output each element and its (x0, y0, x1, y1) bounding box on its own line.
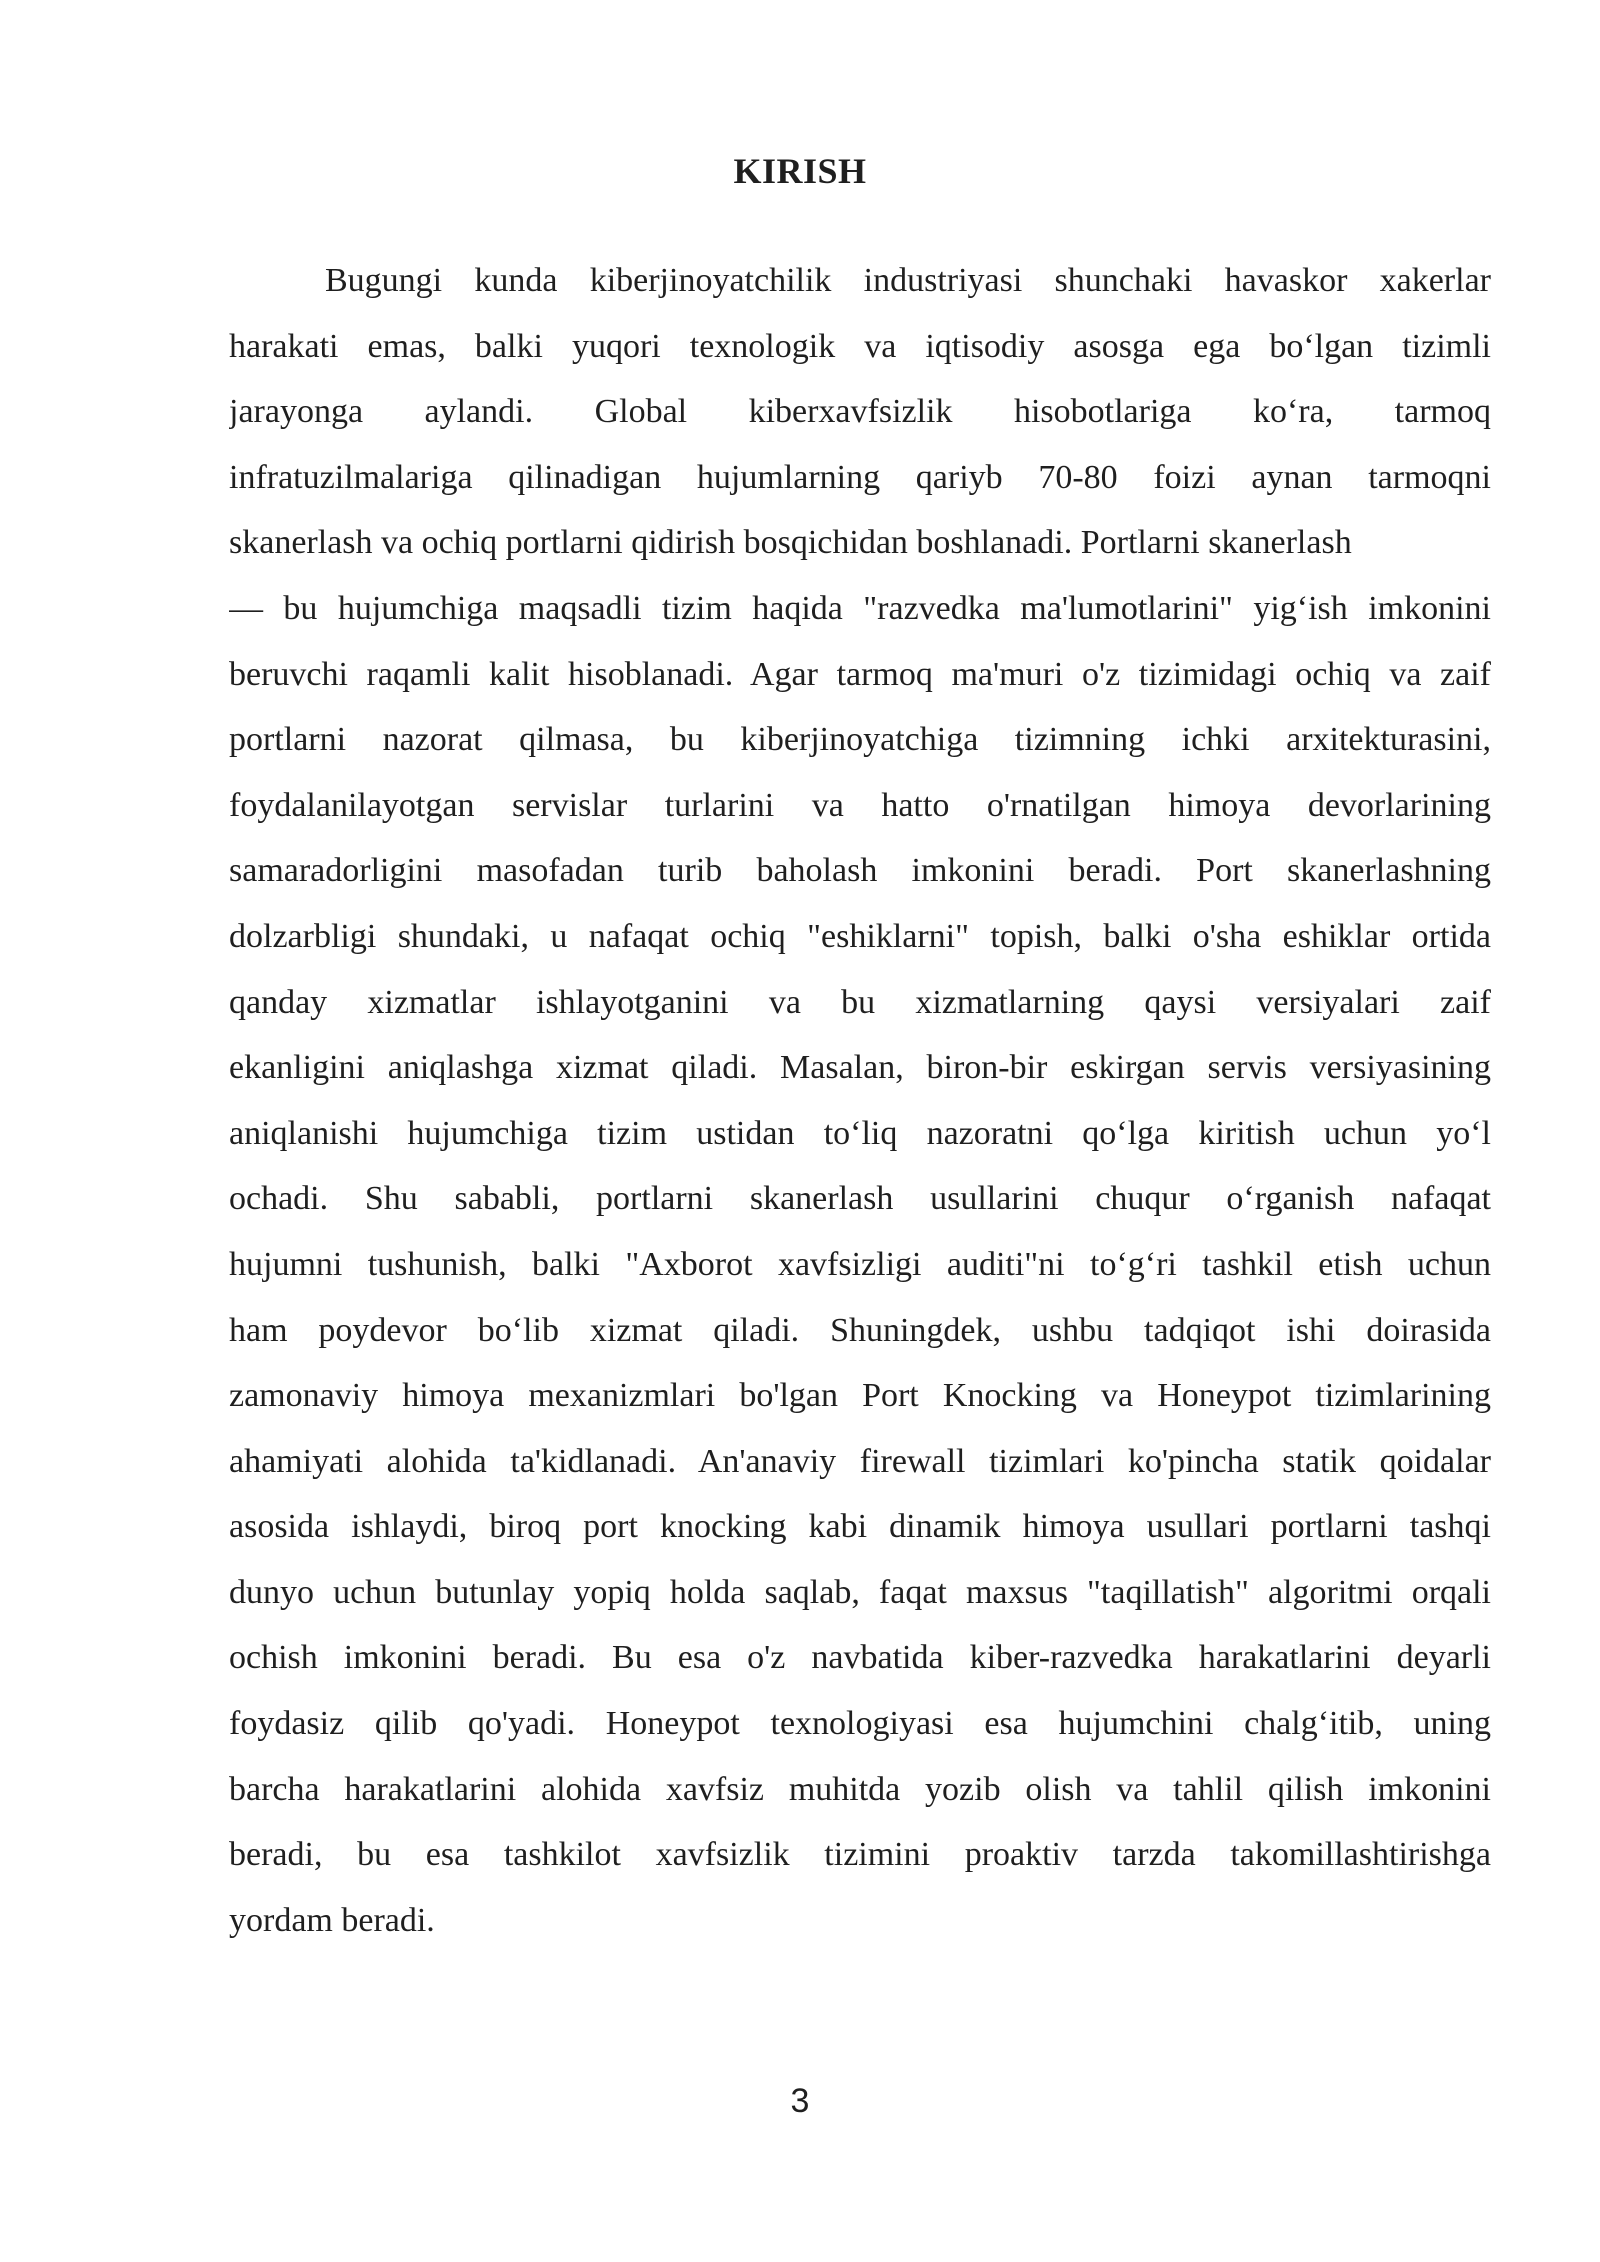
paragraph-line: hujumni tushunish, balki "Axborot xavfsizligi auditi"ni to‘g‘ri tashkil etish uchun (229, 1245, 1491, 1283)
paragraph-line: harakati emas, balki yuqori texnologik va iqtisodiy asosga ega bo‘lgan tizimli (229, 327, 1491, 365)
paragraph-line: beruvchi raqamli kalit hisoblanadi. Agar tarmoq ma'muri o'z tizimidagi ochiq va zaif (229, 655, 1491, 693)
page-number: 3 (790, 2082, 810, 2120)
paragraph-line: portlarni nazorat qilmasa, bu kiberjinoyatchiga tizimning ichki arxitekturasini, (229, 721, 1491, 759)
paragraph-line: Bugungi kunda kiberjinoyatchilik industriyasi shunchaki havaskor xakerlar (325, 262, 1491, 299)
paragraph-line: aniqlanishi hujumchiga tizim ustidan to‘liq nazoratni qo‘lga kiritish uchun yo‘l (229, 1114, 1491, 1152)
paragraph-line: yordam beradi. (229, 1901, 435, 1939)
body-paragraph (229, 248, 1491, 1953)
page-title: KIRISH (733, 151, 867, 191)
paragraph-line: ochish imkonini beradi. Bu esa o'z navbatida kiber-razvedka harakatlarini deyarli (229, 1639, 1491, 1677)
paragraph-line: samaradorligini masofadan turib baholash imkonini beradi. Port skanerlashning (229, 852, 1491, 890)
paragraph-line: asosida ishlaydi, biroq port knocking kabi dinamik himoya usullari portlarni tashqi (229, 1508, 1491, 1546)
paragraph-line: ahamiyati alohida ta'kidlanadi. An'anaviy firewall tizimlari ko'pincha statik qoidalar (229, 1442, 1491, 1480)
paragraph-line: dolzarbligi shundaki, u nafaqat ochiq "eshiklarni" topish, balki o'sha eshiklar ortida (229, 917, 1491, 955)
paragraph-line: ochadi. Shu sababli, portlarni skanerlash usullarini chuqur o‘rganish nafaqat (229, 1180, 1491, 1218)
paragraph-line: foydalanilayotgan servislar turlarini va hatto o'rnatilgan himoya devorlarining (229, 786, 1491, 824)
paragraph-line: infratuzilmalariga qilinadigan hujumlarning qariyb 70-80 foizi aynan tarmoqni (229, 458, 1491, 496)
paragraph-line: ekanligini aniqlashga xizmat qiladi. Masalan, biron-bir eskirgan servis versiyasining (229, 1049, 1491, 1087)
paragraph-line: beradi, bu esa tashkilot xavfsizlik tizimini proaktiv tarzda takomillashtirishga (229, 1836, 1491, 1874)
paragraph-line: dunyo uchun butunlay yopiq holda saqlab, faqat maxsus "taqillatish" algoritmi orqali (229, 1573, 1491, 1611)
paragraph-line: qanday xizmatlar ishlayotganini va bu xizmatlarning qaysi versiyalari zaif (229, 983, 1491, 1021)
paragraph-line: jarayonga aylandi. Global kiberxavfsizlik hisobotlariga ko‘ra, tarmoq (229, 393, 1491, 431)
paragraph-line: zamonaviy himoya mexanizmlari bo'lgan Port Knocking va Honeypot tizimlarining (229, 1377, 1491, 1415)
paragraph-line: skanerlash va ochiq portlarni qidirish bosqichidan boshlanadi. Portlarni skanerlash (229, 524, 1352, 562)
paragraph-line: — bu hujumchiga maqsadli tizim haqida "razvedka ma'lumotlarini" yig‘ish imkonini (229, 589, 1491, 627)
paragraph-line: ham poydevor bo‘lib xizmat qiladi. Shuningdek, ushbu tadqiqot ishi doirasida (229, 1311, 1491, 1349)
paragraph-line: foydasiz qilib qo'yadi. Honeypot texnologiyasi esa hujumchini chalg‘itib, uning (229, 1705, 1491, 1743)
paragraph-line: barcha harakatlarini alohida xavfsiz muhitda yozib olish va tahlil qilish imkonini (229, 1770, 1491, 1808)
